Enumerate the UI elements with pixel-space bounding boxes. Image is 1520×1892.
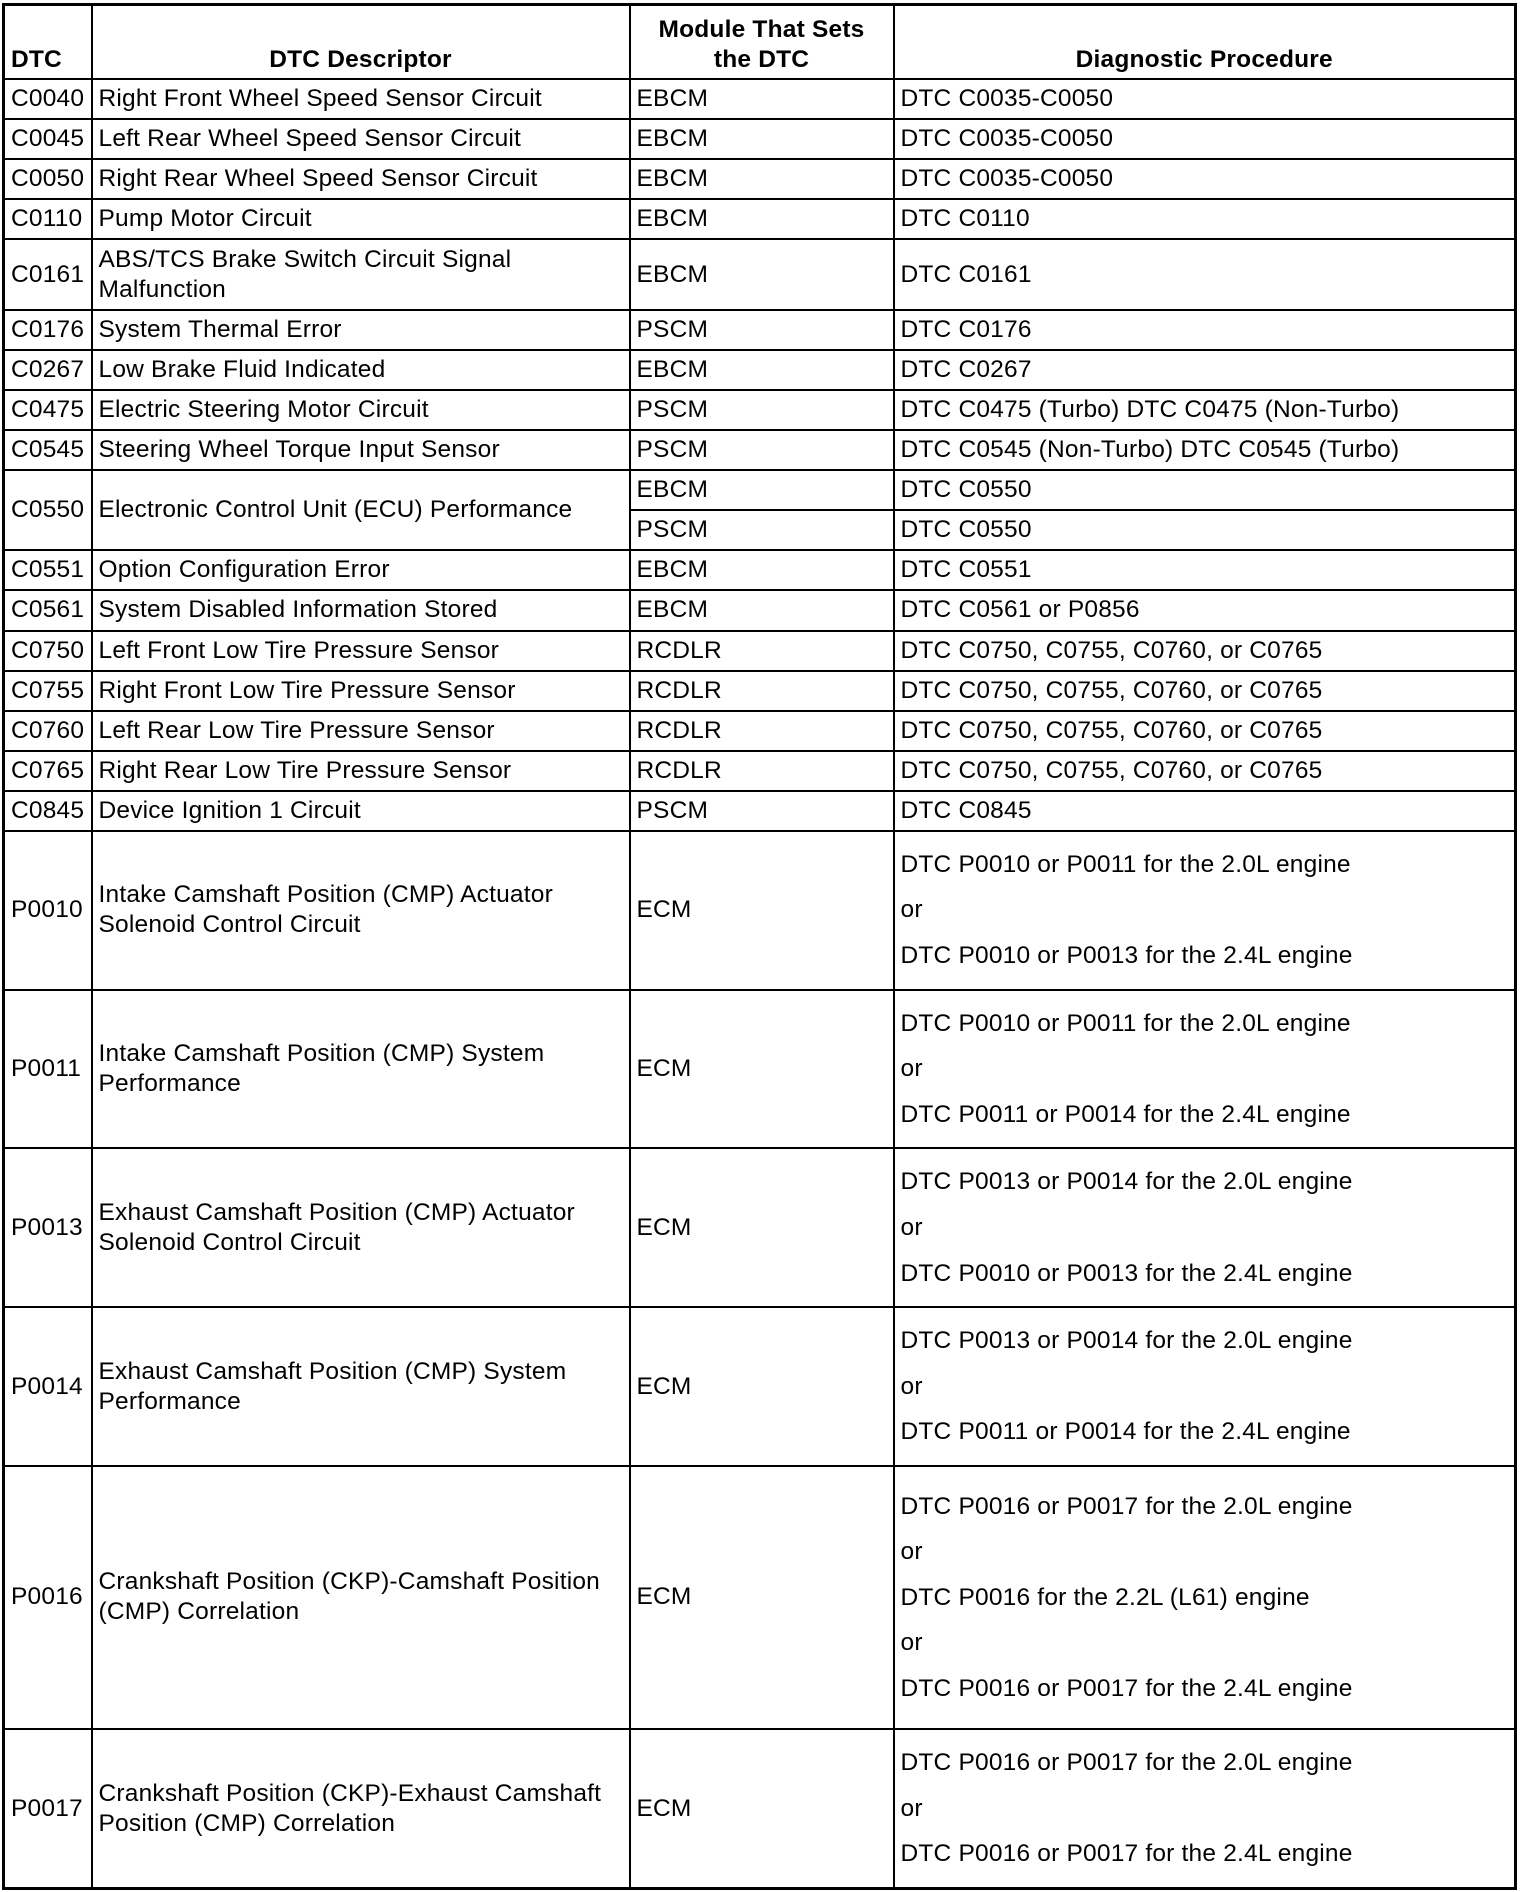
table-row bbox=[4, 119, 1516, 159]
descriptor-cell: Left Rear Low Tire Pressure Sensor bbox=[92, 711, 630, 751]
procedure-line: DTC P0010 or P0013 for the 2.4L engine bbox=[900, 1259, 1353, 1287]
descriptor-cell: System Disabled Information Stored bbox=[92, 590, 630, 630]
descriptor-cell: Intake Camshaft Position (CMP) System Performance bbox=[92, 990, 630, 1149]
module-cell: EBCM bbox=[630, 590, 894, 630]
table-row bbox=[4, 671, 1516, 711]
table-row bbox=[4, 1729, 1516, 1888]
descriptor-cell: Exhaust Camshaft Position (CMP) Actuator Solenoid Control Circuit bbox=[92, 1148, 630, 1307]
procedure-line: or bbox=[900, 1629, 923, 1657]
procedure-cell: DTC C0551 bbox=[894, 550, 1516, 590]
descriptor-cell: Crankshaft Position (CKP)-Camshaft Position (CMP) Correlation bbox=[92, 1466, 630, 1729]
procedure-line: DTC P0010 or P0013 for the 2.4L engine bbox=[900, 941, 1353, 969]
dtc-code-cell: C0551 bbox=[4, 550, 92, 590]
table-row bbox=[4, 1148, 1516, 1307]
procedure-line: DTC P0011 or P0014 for the 2.4L engine bbox=[900, 1418, 1351, 1446]
procedure-cell: DTC C0750, C0755, C0760, or C0765 bbox=[894, 711, 1516, 751]
table-row bbox=[4, 990, 1516, 1149]
procedure-line: DTC P0016 or P0017 for the 2.4L engine bbox=[900, 1674, 1353, 1702]
procedure-line: or bbox=[900, 1794, 923, 1822]
module-cell: RCDLR bbox=[630, 671, 894, 711]
module-cell: ECM bbox=[630, 1148, 894, 1307]
procedure-cell bbox=[894, 1729, 1516, 1888]
dtc-code-cell: C0760 bbox=[4, 711, 92, 751]
dtc-code-cell: C0176 bbox=[4, 310, 92, 350]
dtc-code-cell: P0010 bbox=[4, 831, 92, 990]
module-cell: ECM bbox=[630, 1307, 894, 1466]
module-cell: PSCM bbox=[630, 310, 894, 350]
procedure-line: DTC P0016 or P0017 for the 2.0L engine bbox=[900, 1492, 1353, 1520]
table-row bbox=[4, 310, 1516, 350]
table-row bbox=[4, 239, 1516, 310]
table-row bbox=[4, 350, 1516, 390]
header-module: Module That Sets the DTC bbox=[630, 5, 894, 80]
procedure-line: DTC P0010 or P0011 for the 2.0L engine bbox=[900, 1009, 1351, 1037]
module-cell: EBCM bbox=[630, 119, 894, 159]
dtc-code-cell: C0110 bbox=[4, 199, 92, 239]
procedure-cell bbox=[894, 831, 1516, 990]
module-cell: ECM bbox=[630, 1729, 894, 1888]
dtc-code-cell: C0750 bbox=[4, 631, 92, 671]
descriptor-cell: Right Rear Wheel Speed Sensor Circuit bbox=[92, 159, 630, 199]
procedure-cell: DTC C0561 or P0856 bbox=[894, 590, 1516, 630]
module-cell: PSCM bbox=[630, 791, 894, 831]
procedure-cell bbox=[894, 1466, 1516, 1729]
descriptor-cell: Right Front Wheel Speed Sensor Circuit bbox=[92, 79, 630, 119]
descriptor-cell: Device Ignition 1 Circuit bbox=[92, 791, 630, 831]
procedure-cell: DTC C0267 bbox=[894, 350, 1516, 390]
descriptor-cell: Low Brake Fluid Indicated bbox=[92, 350, 630, 390]
procedure-cell bbox=[894, 1148, 1516, 1307]
header-row bbox=[4, 5, 1516, 80]
descriptor-cell: Electronic Control Unit (ECU) Performance bbox=[92, 470, 630, 550]
procedure-cell: DTC C0550 bbox=[894, 470, 1516, 510]
procedure-line: DTC P0011 or P0014 for the 2.4L engine bbox=[900, 1100, 1351, 1128]
descriptor-cell: Pump Motor Circuit bbox=[92, 199, 630, 239]
module-cell: RCDLR bbox=[630, 711, 894, 751]
procedure-cell: DTC C0035-C0050 bbox=[894, 79, 1516, 119]
header-dtc: DTC bbox=[4, 5, 92, 80]
dtc-code-cell: C0040 bbox=[4, 79, 92, 119]
descriptor-cell: Crankshaft Position (CKP)-Exhaust Camshaft Position (CMP) Correlation bbox=[92, 1729, 630, 1888]
table-row bbox=[4, 831, 1516, 990]
procedure-cell: DTC C0750, C0755, C0760, or C0765 bbox=[894, 751, 1516, 791]
descriptor-cell: Intake Camshaft Position (CMP) Actuator Solenoid Control Circuit bbox=[92, 831, 630, 990]
procedure-cell: DTC C0750, C0755, C0760, or C0765 bbox=[894, 631, 1516, 671]
table-row bbox=[4, 430, 1516, 470]
table-row bbox=[4, 159, 1516, 199]
descriptor-cell: System Thermal Error bbox=[92, 310, 630, 350]
procedure-cell: DTC C0161 bbox=[894, 239, 1516, 310]
procedure-cell bbox=[894, 1307, 1516, 1466]
procedure-line: DTC P0016 or P0017 for the 2.0L engine bbox=[900, 1749, 1353, 1777]
descriptor-cell: Steering Wheel Torque Input Sensor bbox=[92, 430, 630, 470]
dtc-code-cell: C0161 bbox=[4, 239, 92, 310]
table-row bbox=[4, 199, 1516, 239]
descriptor-cell: Right Rear Low Tire Pressure Sensor bbox=[92, 751, 630, 791]
procedure-cell: DTC C0550 bbox=[894, 510, 1516, 550]
table-row bbox=[4, 791, 1516, 831]
table-body bbox=[4, 79, 1516, 1889]
module-cell: ECM bbox=[630, 831, 894, 990]
module-cell: RCDLR bbox=[630, 631, 894, 671]
dtc-code-cell: C0267 bbox=[4, 350, 92, 390]
dtc-code-cell: C0755 bbox=[4, 671, 92, 711]
procedure-line: DTC P0010 or P0011 for the 2.0L engine bbox=[900, 850, 1351, 878]
descriptor-cell: Electric Steering Motor Circuit bbox=[92, 390, 630, 430]
module-cell: EBCM bbox=[630, 470, 894, 510]
module-cell: EBCM bbox=[630, 159, 894, 199]
module-cell: PSCM bbox=[630, 430, 894, 470]
table-row bbox=[4, 470, 1516, 510]
module-cell: RCDLR bbox=[630, 751, 894, 791]
module-cell: EBCM bbox=[630, 350, 894, 390]
descriptor-cell: ABS/TCS Brake Switch Circuit Signal Malfunction bbox=[92, 239, 630, 310]
module-cell: EBCM bbox=[630, 239, 894, 310]
procedure-cell: DTC C0035-C0050 bbox=[894, 159, 1516, 199]
procedure-line: or bbox=[900, 1055, 923, 1083]
procedure-line: or bbox=[900, 896, 923, 924]
dtc-code-cell: C0045 bbox=[4, 119, 92, 159]
dtc-code-cell: P0017 bbox=[4, 1729, 92, 1888]
table-row bbox=[4, 550, 1516, 590]
table-header bbox=[4, 5, 1516, 80]
dtc-table bbox=[2, 3, 1517, 1890]
table-row bbox=[4, 390, 1516, 430]
procedure-line: or bbox=[900, 1538, 923, 1566]
dtc-code-cell: P0014 bbox=[4, 1307, 92, 1466]
dtc-code-cell: C0475 bbox=[4, 390, 92, 430]
dtc-code-cell: C0545 bbox=[4, 430, 92, 470]
header-procedure: Diagnostic Procedure bbox=[894, 5, 1516, 80]
procedure-line: or bbox=[900, 1372, 923, 1400]
descriptor-cell: Right Front Low Tire Pressure Sensor bbox=[92, 671, 630, 711]
procedure-cell: DTC C0750, C0755, C0760, or C0765 bbox=[894, 671, 1516, 711]
procedure-cell: DTC C0545 (Non-Turbo) DTC C0545 (Turbo) bbox=[894, 430, 1516, 470]
procedure-cell: DTC C0475 (Turbo) DTC C0475 (Non-Turbo) bbox=[894, 390, 1516, 430]
dtc-code-cell: C0561 bbox=[4, 590, 92, 630]
table-row bbox=[4, 751, 1516, 791]
procedure-line: DTC P0013 or P0014 for the 2.0L engine bbox=[900, 1168, 1353, 1196]
module-cell: ECM bbox=[630, 1466, 894, 1729]
dtc-code-cell: C0845 bbox=[4, 791, 92, 831]
procedure-cell: DTC C0110 bbox=[894, 199, 1516, 239]
module-cell: PSCM bbox=[630, 510, 894, 550]
module-cell: PSCM bbox=[630, 390, 894, 430]
table-row bbox=[4, 1307, 1516, 1466]
table-row bbox=[4, 631, 1516, 671]
module-cell: EBCM bbox=[630, 550, 894, 590]
procedure-cell: DTC C0035-C0050 bbox=[894, 119, 1516, 159]
procedure-cell: DTC C0176 bbox=[894, 310, 1516, 350]
procedure-line: or bbox=[900, 1213, 923, 1241]
table-row bbox=[4, 590, 1516, 630]
dtc-code-cell: P0016 bbox=[4, 1466, 92, 1729]
descriptor-cell: Left Rear Wheel Speed Sensor Circuit bbox=[92, 119, 630, 159]
procedure-line: DTC P0013 or P0014 for the 2.0L engine bbox=[900, 1327, 1353, 1355]
dtc-code-cell: P0011 bbox=[4, 990, 92, 1149]
dtc-code-cell: C0765 bbox=[4, 751, 92, 791]
procedure-line: DTC P0016 or P0017 for the 2.4L engine bbox=[900, 1840, 1353, 1868]
table-row bbox=[4, 711, 1516, 751]
dtc-code-cell: C0550 bbox=[4, 470, 92, 550]
module-cell: ECM bbox=[630, 990, 894, 1149]
procedure-line: DTC P0016 for the 2.2L (L61) engine bbox=[900, 1583, 1310, 1611]
procedure-cell bbox=[894, 990, 1516, 1149]
header-descriptor: DTC Descriptor bbox=[92, 5, 630, 80]
descriptor-cell: Left Front Low Tire Pressure Sensor bbox=[92, 631, 630, 671]
procedure-cell: DTC C0845 bbox=[894, 791, 1516, 831]
descriptor-cell: Option Configuration Error bbox=[92, 550, 630, 590]
dtc-code-cell: P0013 bbox=[4, 1148, 92, 1307]
table-row bbox=[4, 1466, 1516, 1729]
module-cell: EBCM bbox=[630, 79, 894, 119]
descriptor-cell: Exhaust Camshaft Position (CMP) System Performance bbox=[92, 1307, 630, 1466]
dtc-code-cell: C0050 bbox=[4, 159, 92, 199]
module-cell: EBCM bbox=[630, 199, 894, 239]
table-row bbox=[4, 79, 1516, 119]
